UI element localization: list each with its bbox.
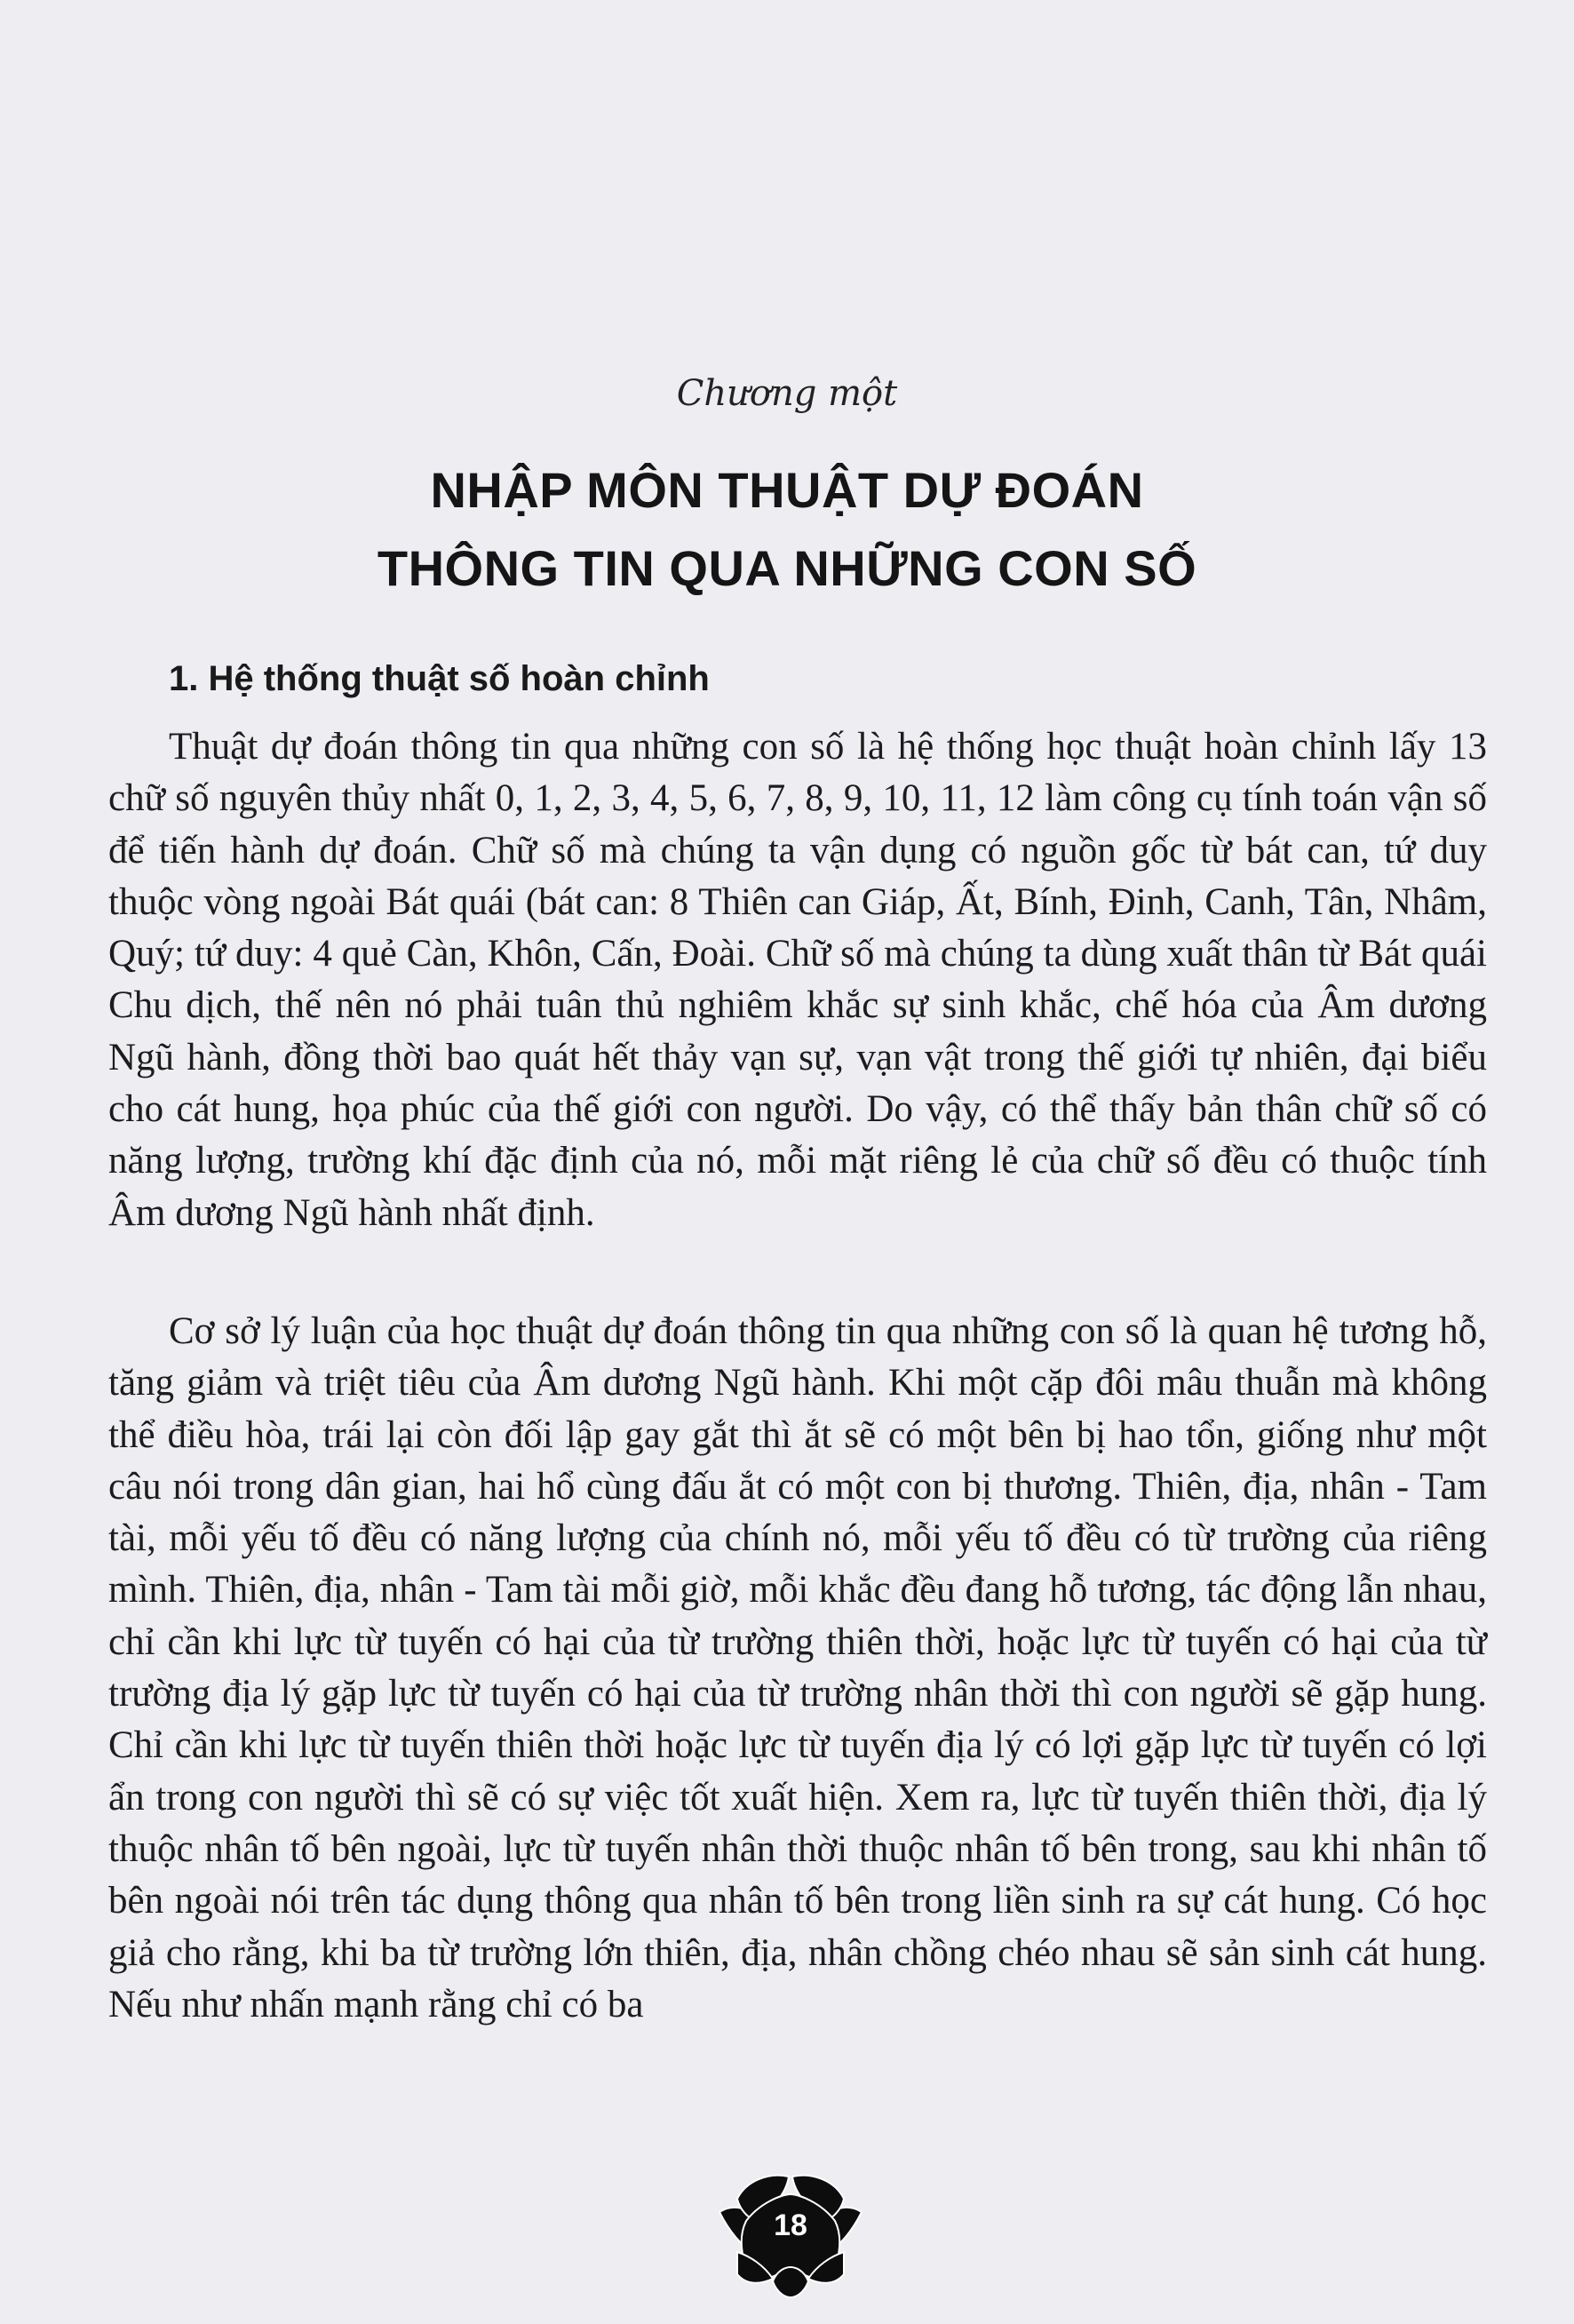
body-paragraph-2 bbox=[108, 1306, 1487, 2031]
section-heading: 1. Hệ thống thuật số hoàn chỉnh bbox=[169, 659, 710, 698]
chapter-label: Chương một bbox=[676, 373, 898, 414]
chapter-title-line-1: NHẬP MÔN THUẬT DỰ ĐOÁN bbox=[430, 462, 1144, 518]
body-paragraph-1 bbox=[108, 721, 1487, 1239]
paragraph-text: Thuật dự đoán thông tin qua những con số là hệ thống học thuật hoàn chỉnh lấy 13 chữ số nguyên thủy nhất 0, 1, 2, 3, 4, 5, 6, 7, 8, 9, 10, 11, 12 làm công cụ tính toán vận số để tiến hành dự đoán. Chữ số mà chúng ta vận dụng có nguồn gốc từ bát can, tứ duy thuộc vòng ngoài Bát quái (bát can: 8 Thiên can Giáp, Ất, Bính, Đinh, Canh, Tân, Nhâm, Quý; tứ duy: 4 quẻ Càn, Khôn, Cấn, Đoài. Chữ số mà chúng ta dùng xuất thân từ Bát quái Chu dịch, thế nên nó phải tuân thủ nghiêm khắc sự sinh khắc, chế hóa của Âm dương Ngũ hành, đồng thời bao quát hết thảy vạn sự, vạn vật trong thế giới tự nhiên, đại biểu cho cát hung, họa phúc của thế giới con người. Do vậy, có thể thấy bản thân chữ số có năng lượng, trường khí đặc định của nó, mỗi mặt riêng lẻ của chữ số đều có thuộc tính Âm dương Ngũ hành nhất định. bbox=[108, 726, 1487, 1234]
paragraph-text: Cơ sở lý luận của học thuật dự đoán thông tin qua những con số là quan hệ tương hỗ, tăng giảm và triệt tiêu của Âm dương Ngũ hành. Khi một cặp đôi mâu thuẫn mà không thể điều hòa, trái lại còn đối lập gay gắt thì ắt sẽ có một bên bị hao tổn, giống như một câu nói trong dân gian, hai hổ cùng đấu ắt có một con bị thương. Thiên, địa, nhân - Tam tài, mỗi yếu tố đều có năng lượng của chính nó, mỗi yếu tố đều có từ trường của riêng mình. Thiên, địa, nhân - Tam tài mỗi giờ, mỗi khắc đều đang hỗ tương, tác động lẫn nhau, chỉ cần khi lực từ tuyến có hại của từ trường thiên thời, hoặc lực từ tuyến có hại của từ trường địa lý gặp lực từ tuyến có hại của từ trường nhân thời thì con người sẽ gặp hung. Chỉ cần khi lực từ tuyến thiên thời hoặc lực từ tuyến địa lý có lợi gặp lực từ tuyến có lợi ẩn trong con người thì sẽ có sự việc tốt xuất hiện. Xem ra, lực từ tuyến thiên thời, địa lý thuộc nhân tố bên ngoài, lực từ tuyến nhân thời thuộc nhân tố bên trong, sau khi nhân tố bên ngoài nói trên tác dụng thông qua nhân tố bên trong liền sinh ra sự cát hung. Có học giả cho rằng, khi ba từ trường lớn thiên, địa, nhân chồng chéo nhau sẽ sản sinh cát hung. Nếu như nhấn mạnh rằng chỉ có ba bbox=[108, 1310, 1487, 2026]
page-number: 18 bbox=[774, 2209, 807, 2242]
chapter-title-line-2: THÔNG TIN QUA NHỮNG CON SỐ bbox=[377, 540, 1197, 596]
chapter-title bbox=[0, 451, 1574, 608]
page-footer-ornament bbox=[711, 2168, 870, 2301]
